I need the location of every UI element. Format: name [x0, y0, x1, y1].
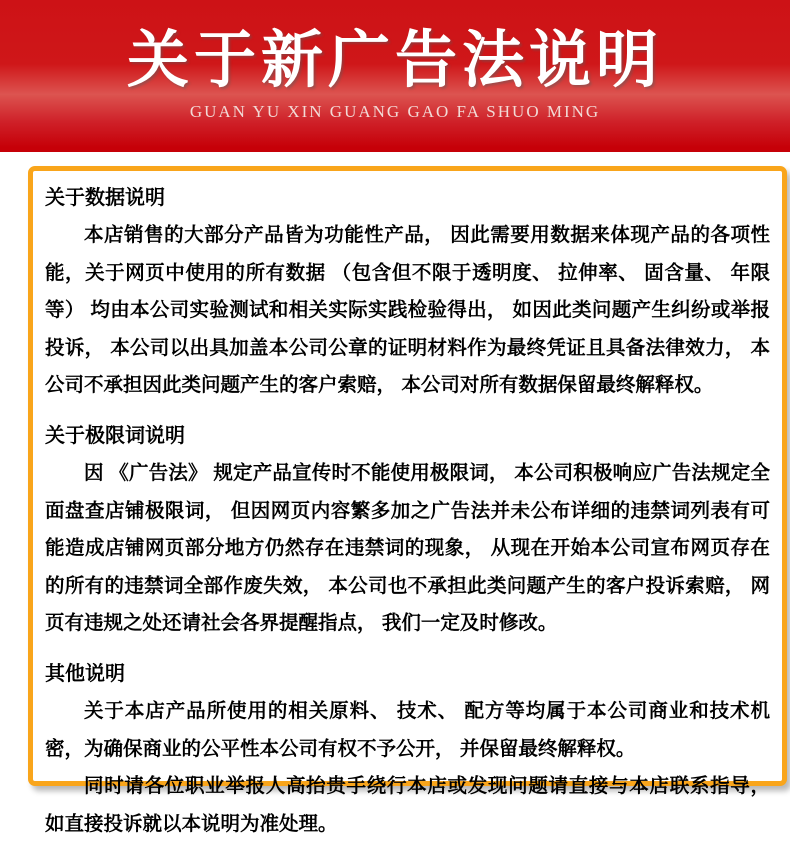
section-paragraph: 因 《广告法》 规定产品宣传时不能使用极限词， 本公司积极响应广告法规定全面盘查店铺极限词， 但因网页内容繁多加之广告法并未公布详细的违禁词列表有可能造成店铺网页部分地方仍然存在违禁词的现象， 从现在开始本公司宣布网页存在的所有的违禁词全部作废失效， 本公司也不承担此类问题产生的客户投诉索赔， 网页有违规之处还请社会各界提醒指点， 我们一定及时修改。 [45, 461, 770, 635]
page-title: 关于新广告法说明 [126, 26, 663, 95]
section-heading: 关于极限词说明 [45, 424, 185, 447]
section-heading: 其他说明 [45, 662, 125, 685]
section-other-statement [45, 656, 770, 843]
section-data-statement [45, 180, 770, 405]
section-paragraph: 本店销售的大部分产品皆为功能性产品， 因此需要用数据来体现产品的各项性能，关于网页中使用的所有数据 （包含但不限于透明度、 拉伸率、 固含量、 年限等） 均由本公司实验测试和相关实际实践检验得出， 如因此类问题产生纠纷或举报投诉， 本公司以出具加盖本公司公章的证明材料作为最终凭证且具备法律效力， 本公司不承担因此类问题产生的客户索赔， 本公司对所有数据保留最终解释权。 [45, 224, 770, 397]
disclaimer-card [28, 166, 787, 835]
header-banner [0, 0, 790, 152]
section-paragraph: 同时请各位职业举报人高抬贵手绕行本店或发现问题请直接与本店联系指导， 如直接投诉就以本说明为准处理。 [45, 775, 770, 835]
page-subtitle-pinyin: GUAN YU XIN GUANG GAO FA SHUO MING [189, 102, 601, 121]
section-extreme-words-statement [45, 418, 770, 643]
section-heading: 关于数据说明 [45, 187, 165, 209]
section-paragraph: 关于本店产品所使用的相关原料、 技术、 配方等均属于本公司商业和技术机密，为确保商业的公平性本公司有权不予公开， 并保留最终解释权。 [45, 699, 770, 760]
